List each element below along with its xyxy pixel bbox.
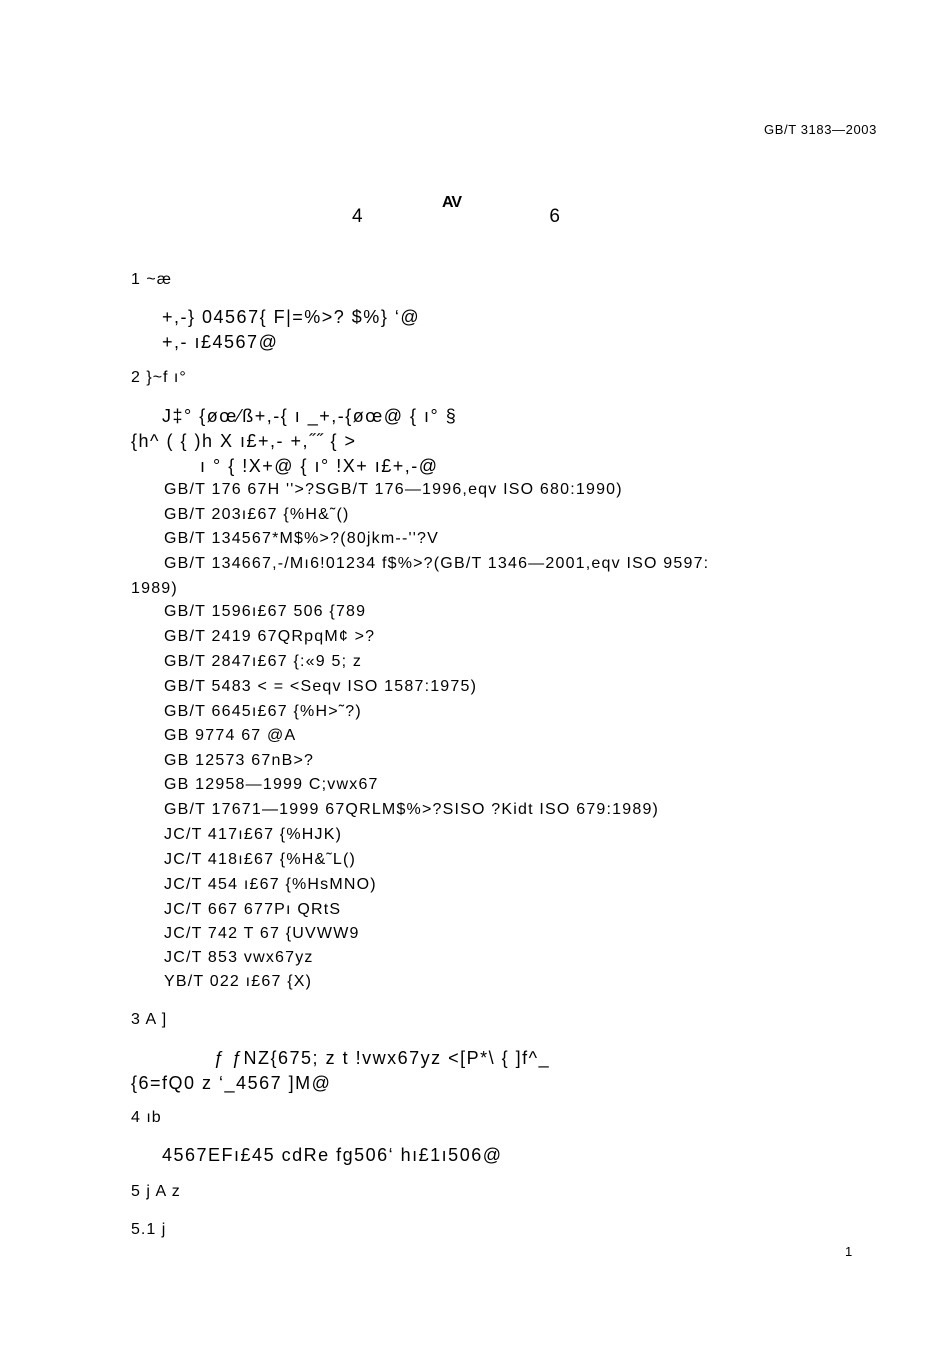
body-line: 1 ~æ bbox=[131, 271, 172, 288]
body-line: GB/T 1596ı£67 506 {789 bbox=[164, 603, 367, 620]
title-right: 6 bbox=[549, 206, 562, 227]
body-line: JC/T 853 vwx67yz bbox=[164, 949, 314, 966]
body-line: GB/T 2419 67QRpqM¢ >? bbox=[164, 628, 376, 645]
standard-number: GB/T 3183—2003 bbox=[764, 122, 877, 137]
body-line: JC/T 742 T 67 {UVWW9 bbox=[164, 925, 360, 942]
body-line: GB/T 134667,-/Mı6!01234 f$%>?(GB/T 1346—2001,eqv ISO 9597: bbox=[164, 555, 710, 572]
body-line: ı ° { !X+@ { ı° !X+ ı£+,-@ bbox=[200, 456, 439, 476]
body-line: GB/T 5483 < = <Seqv ISO 1587:1975) bbox=[164, 678, 478, 695]
body-line: GB 9774 67 @A bbox=[164, 727, 297, 744]
body-line: {6=fQ0 z ‘_4567 ]M@ bbox=[131, 1073, 332, 1093]
body-line: {h^ ( { )h X ı£+,- +,˝˝ { > bbox=[131, 431, 357, 451]
body-line: 1989) bbox=[131, 580, 178, 597]
body-line: GB/T 203ı£67 {%H&˜() bbox=[164, 506, 350, 523]
body-line: GB/T 17671—1999 67QRLM$%>?SISO ?Kidt ISO 679:1989) bbox=[164, 801, 660, 818]
body-line: JC/T 417ı£67 {%HJK) bbox=[164, 826, 343, 843]
body-line: 5.1 j bbox=[131, 1221, 167, 1238]
body-line: +,-} 04567{ F|=%>? $%} ‘@ bbox=[162, 307, 421, 327]
body-line: 2 }~f ı° bbox=[131, 369, 187, 386]
document-title bbox=[352, 206, 562, 228]
title-superscript: AV bbox=[442, 194, 462, 211]
body-line: JC/T 454 ı£67 {%HsMNO) bbox=[164, 876, 377, 893]
body-line: JC/T 418ı£67 {%H&˜L() bbox=[164, 851, 357, 868]
body-line: ƒ ƒNZ{675; z t !vwx67yz <[P*\ { ]f^_ bbox=[214, 1048, 551, 1068]
body-line: 4 ıb bbox=[131, 1109, 162, 1126]
body-line: 5 j A z bbox=[131, 1183, 181, 1200]
body-line: GB/T 176 67H ''>?SGB/T 176—1996,eqv ISO 680:1990) bbox=[164, 481, 623, 498]
body-line: GB/T 6645ı£67 {%H>˜?) bbox=[164, 703, 362, 720]
body-line: GB/T 2847ı£67 {:«9 5; z bbox=[164, 653, 363, 670]
body-line: J‡° {øœ⁄ß+,-{ ı _+,-{øœ@ { ı° § bbox=[162, 406, 458, 426]
body-line: 3 A ] bbox=[131, 1011, 168, 1028]
body-line: +,- ı£4567@ bbox=[162, 332, 279, 352]
body-line: GB 12573 67nB>? bbox=[164, 752, 315, 769]
body-line: 4567EFı£45 cdRe fg506‘ hı£1ı506@ bbox=[162, 1145, 503, 1165]
body-line: JC/T 667 677Pı QRtS bbox=[164, 901, 342, 918]
body-line: GB/T 134567*M$%>?(80jkm--''?V bbox=[164, 530, 439, 547]
page-number: 1 bbox=[845, 1244, 853, 1259]
title-left: 4 bbox=[352, 206, 365, 227]
body-line: YB/T 022 ı£67 {X) bbox=[164, 973, 313, 990]
body-line: GB 12958—1999 C;vwx67 bbox=[164, 776, 379, 793]
